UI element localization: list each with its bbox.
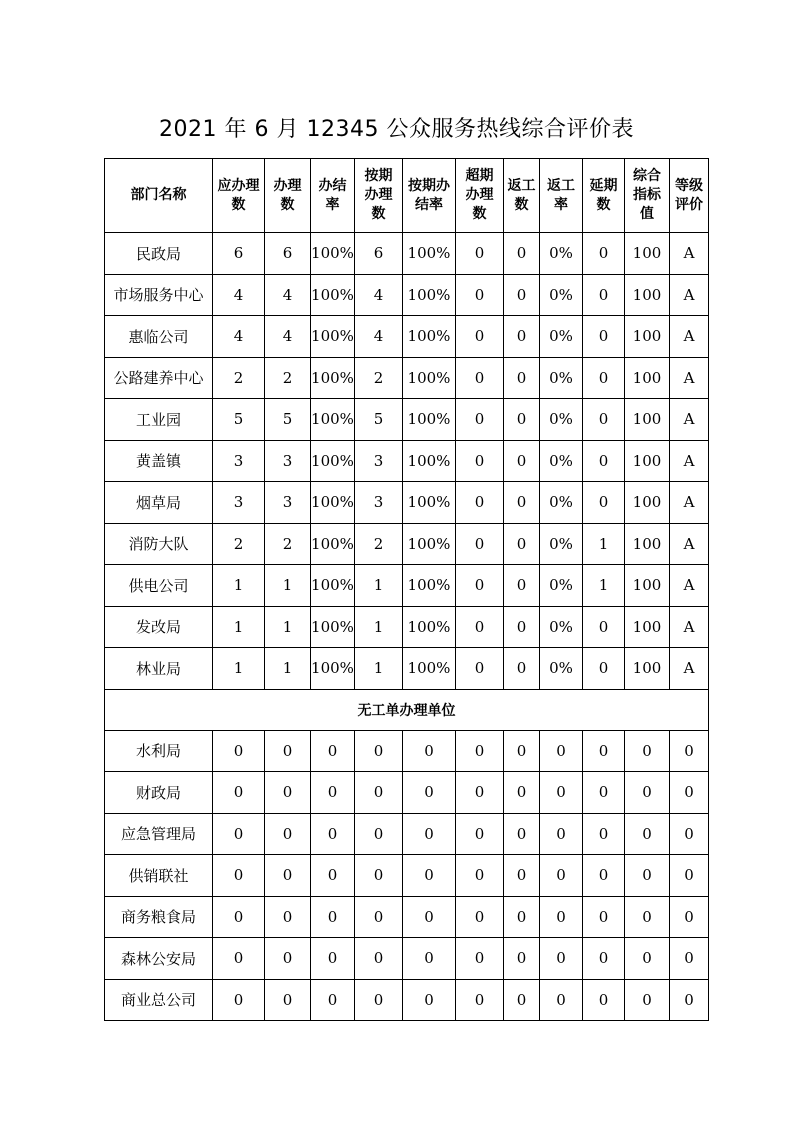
value-cell: 3 bbox=[265, 482, 311, 524]
value-cell: 1 bbox=[583, 565, 625, 607]
value-cell: 0 bbox=[670, 896, 709, 938]
table-row bbox=[105, 979, 709, 1021]
value-cell: 0 bbox=[403, 813, 456, 855]
value-cell: 0 bbox=[504, 399, 540, 441]
value-cell: 3 bbox=[265, 440, 311, 482]
value-cell: 0 bbox=[583, 316, 625, 358]
value-cell: 0 bbox=[265, 813, 311, 855]
value-cell: 0% bbox=[540, 274, 583, 316]
value-cell: 0 bbox=[311, 730, 355, 772]
value-cell: 2 bbox=[265, 357, 311, 399]
section-row bbox=[105, 689, 709, 730]
value-cell: 1 bbox=[265, 565, 311, 607]
value-cell: 0 bbox=[583, 399, 625, 441]
value-cell: 100% bbox=[403, 565, 456, 607]
value-cell: 0% bbox=[540, 233, 583, 275]
header-cell: 延期 数 bbox=[583, 159, 625, 233]
value-cell: 0 bbox=[625, 896, 670, 938]
value-cell: 0 bbox=[213, 772, 265, 814]
value-cell: 4 bbox=[213, 274, 265, 316]
value-cell: 0 bbox=[311, 813, 355, 855]
value-cell: 0% bbox=[540, 316, 583, 358]
value-cell: 100% bbox=[403, 440, 456, 482]
value-cell: 100 bbox=[625, 482, 670, 524]
no-order-table-body bbox=[105, 730, 709, 1021]
table-row bbox=[105, 357, 709, 399]
value-cell: 0 bbox=[355, 730, 403, 772]
value-cell: 100% bbox=[403, 482, 456, 524]
value-cell: 5 bbox=[213, 399, 265, 441]
value-cell: 0 bbox=[456, 233, 504, 275]
value-cell: 0 bbox=[265, 772, 311, 814]
department-name-cell: 烟草局 bbox=[105, 482, 213, 524]
value-cell: 0 bbox=[456, 274, 504, 316]
value-cell: 0 bbox=[625, 730, 670, 772]
value-cell: 0 bbox=[456, 399, 504, 441]
value-cell: 0 bbox=[670, 979, 709, 1021]
value-cell: 0 bbox=[540, 979, 583, 1021]
value-cell: 0 bbox=[625, 979, 670, 1021]
value-cell: 0% bbox=[540, 606, 583, 648]
value-cell: 1 bbox=[583, 523, 625, 565]
table-row bbox=[105, 523, 709, 565]
value-cell: 0 bbox=[540, 730, 583, 772]
value-cell: 0 bbox=[265, 979, 311, 1021]
table-row bbox=[105, 896, 709, 938]
value-cell: 0 bbox=[504, 979, 540, 1021]
value-cell: 0 bbox=[504, 316, 540, 358]
header-cell: 办理 数 bbox=[265, 159, 311, 233]
value-cell: 0% bbox=[540, 440, 583, 482]
value-cell: 4 bbox=[265, 316, 311, 358]
value-cell: 0 bbox=[504, 896, 540, 938]
value-cell: 100 bbox=[625, 357, 670, 399]
value-cell: 3 bbox=[213, 440, 265, 482]
value-cell: 0 bbox=[355, 855, 403, 897]
value-cell: A bbox=[670, 440, 709, 482]
value-cell: 0 bbox=[625, 938, 670, 980]
value-cell: 100 bbox=[625, 440, 670, 482]
value-cell: 0% bbox=[540, 648, 583, 690]
value-cell: A bbox=[670, 357, 709, 399]
value-cell: 100% bbox=[403, 316, 456, 358]
value-cell: 0 bbox=[311, 855, 355, 897]
value-cell: 100 bbox=[625, 233, 670, 275]
header-cell: 按期 办理 数 bbox=[355, 159, 403, 233]
value-cell: 0 bbox=[456, 440, 504, 482]
department-name-cell: 供销联社 bbox=[105, 855, 213, 897]
value-cell: 0% bbox=[540, 399, 583, 441]
value-cell: 0 bbox=[583, 233, 625, 275]
value-cell: 5 bbox=[265, 399, 311, 441]
value-cell: 0 bbox=[456, 813, 504, 855]
value-cell: 1 bbox=[355, 648, 403, 690]
value-cell: 0 bbox=[456, 896, 504, 938]
value-cell: 100 bbox=[625, 274, 670, 316]
value-cell: 0 bbox=[456, 938, 504, 980]
value-cell: 0 bbox=[456, 772, 504, 814]
value-cell: 0 bbox=[670, 855, 709, 897]
table-row bbox=[105, 565, 709, 607]
value-cell: 0 bbox=[456, 316, 504, 358]
value-cell: 3 bbox=[213, 482, 265, 524]
value-cell: 2 bbox=[355, 357, 403, 399]
value-cell: 0 bbox=[403, 772, 456, 814]
value-cell: 0% bbox=[540, 565, 583, 607]
value-cell: 100% bbox=[403, 399, 456, 441]
value-cell: 0 bbox=[213, 938, 265, 980]
department-name-cell: 消防大队 bbox=[105, 523, 213, 565]
value-cell: 0 bbox=[504, 523, 540, 565]
value-cell: A bbox=[670, 233, 709, 275]
table-row bbox=[105, 938, 709, 980]
value-cell: 0 bbox=[504, 606, 540, 648]
header-cell: 部门名称 bbox=[105, 159, 213, 233]
value-cell: 1 bbox=[213, 648, 265, 690]
value-cell: 0 bbox=[456, 357, 504, 399]
value-cell: 0 bbox=[583, 772, 625, 814]
value-cell: 0 bbox=[504, 648, 540, 690]
value-cell: 0 bbox=[583, 896, 625, 938]
department-name-cell: 商务粮食局 bbox=[105, 896, 213, 938]
value-cell: 0 bbox=[504, 482, 540, 524]
value-cell: 0 bbox=[583, 648, 625, 690]
table-row bbox=[105, 855, 709, 897]
header-cell: 按期办 结率 bbox=[403, 159, 456, 233]
header-row bbox=[105, 159, 709, 233]
value-cell: 0 bbox=[456, 523, 504, 565]
value-cell: 1 bbox=[213, 606, 265, 648]
header-cell: 返工 率 bbox=[540, 159, 583, 233]
value-cell: 0 bbox=[213, 855, 265, 897]
value-cell: 0% bbox=[540, 482, 583, 524]
value-cell: 0 bbox=[583, 730, 625, 772]
section-divider bbox=[105, 689, 709, 730]
table-row bbox=[105, 606, 709, 648]
value-cell: 100% bbox=[403, 523, 456, 565]
value-cell: 0 bbox=[456, 648, 504, 690]
value-cell: 0 bbox=[403, 979, 456, 1021]
value-cell: 0 bbox=[456, 979, 504, 1021]
value-cell: 0 bbox=[265, 896, 311, 938]
table-row bbox=[105, 772, 709, 814]
value-cell: 0 bbox=[625, 855, 670, 897]
value-cell: 100% bbox=[311, 440, 355, 482]
value-cell: 0 bbox=[355, 979, 403, 1021]
value-cell: 3 bbox=[355, 440, 403, 482]
value-cell: 1 bbox=[355, 565, 403, 607]
value-cell: 100% bbox=[403, 233, 456, 275]
value-cell: 0% bbox=[540, 523, 583, 565]
value-cell: 100% bbox=[403, 648, 456, 690]
value-cell: 0 bbox=[583, 482, 625, 524]
department-name-cell: 供电公司 bbox=[105, 565, 213, 607]
value-cell: 100% bbox=[311, 357, 355, 399]
value-cell: 100 bbox=[625, 523, 670, 565]
value-cell: 100% bbox=[403, 357, 456, 399]
value-cell: 0 bbox=[403, 938, 456, 980]
department-name-cell: 林业局 bbox=[105, 648, 213, 690]
header-cell: 办结 率 bbox=[311, 159, 355, 233]
value-cell: 0 bbox=[311, 772, 355, 814]
value-cell: 1 bbox=[265, 648, 311, 690]
department-name-cell: 工业园 bbox=[105, 399, 213, 441]
value-cell: A bbox=[670, 523, 709, 565]
header-cell: 应办理 数 bbox=[213, 159, 265, 233]
value-cell: 4 bbox=[355, 316, 403, 358]
department-name-cell: 森林公安局 bbox=[105, 938, 213, 980]
section-title: 无工单办理单位 bbox=[105, 689, 709, 730]
value-cell: 6 bbox=[265, 233, 311, 275]
value-cell: 0 bbox=[265, 855, 311, 897]
value-cell: A bbox=[670, 399, 709, 441]
value-cell: 0 bbox=[456, 482, 504, 524]
value-cell: 0 bbox=[213, 730, 265, 772]
value-cell: A bbox=[670, 606, 709, 648]
table-row bbox=[105, 316, 709, 358]
value-cell: 1 bbox=[355, 606, 403, 648]
value-cell: 0 bbox=[504, 357, 540, 399]
value-cell: 0 bbox=[456, 855, 504, 897]
value-cell: 0 bbox=[540, 813, 583, 855]
table-body bbox=[105, 233, 709, 690]
value-cell: 0 bbox=[583, 813, 625, 855]
value-cell: 100% bbox=[311, 606, 355, 648]
value-cell: 0 bbox=[456, 606, 504, 648]
value-cell: 0 bbox=[504, 274, 540, 316]
header-cell: 返工 数 bbox=[504, 159, 540, 233]
department-name-cell: 惠临公司 bbox=[105, 316, 213, 358]
value-cell: 0 bbox=[504, 813, 540, 855]
value-cell: 100% bbox=[311, 482, 355, 524]
value-cell: 0 bbox=[540, 855, 583, 897]
value-cell: 3 bbox=[355, 482, 403, 524]
value-cell: 0 bbox=[670, 772, 709, 814]
value-cell: 100 bbox=[625, 316, 670, 358]
value-cell: 0 bbox=[403, 730, 456, 772]
value-cell: 0 bbox=[583, 274, 625, 316]
header-cell: 等级 评价 bbox=[670, 159, 709, 233]
table-row bbox=[105, 274, 709, 316]
value-cell: 0 bbox=[504, 938, 540, 980]
value-cell: 1 bbox=[213, 565, 265, 607]
value-cell: A bbox=[670, 482, 709, 524]
table-row bbox=[105, 233, 709, 275]
department-name-cell: 发改局 bbox=[105, 606, 213, 648]
value-cell: 100% bbox=[311, 648, 355, 690]
value-cell: 0 bbox=[583, 979, 625, 1021]
value-cell: 0 bbox=[456, 730, 504, 772]
value-cell: 0 bbox=[670, 938, 709, 980]
department-name-cell: 商业总公司 bbox=[105, 979, 213, 1021]
value-cell: 0 bbox=[265, 730, 311, 772]
value-cell: 100 bbox=[625, 648, 670, 690]
value-cell: A bbox=[670, 565, 709, 607]
value-cell: 0 bbox=[583, 606, 625, 648]
value-cell: 2 bbox=[265, 523, 311, 565]
value-cell: 0 bbox=[670, 730, 709, 772]
value-cell: 0 bbox=[311, 938, 355, 980]
value-cell: 0 bbox=[670, 813, 709, 855]
table-row bbox=[105, 440, 709, 482]
department-name-cell: 应急管理局 bbox=[105, 813, 213, 855]
value-cell: 100% bbox=[311, 523, 355, 565]
table-row bbox=[105, 730, 709, 772]
value-cell: 0 bbox=[504, 730, 540, 772]
value-cell: 0 bbox=[504, 565, 540, 607]
value-cell: 6 bbox=[355, 233, 403, 275]
table-row bbox=[105, 482, 709, 524]
value-cell: 0 bbox=[625, 772, 670, 814]
header-cell: 超期 办理 数 bbox=[456, 159, 504, 233]
value-cell: 0 bbox=[625, 813, 670, 855]
value-cell: 2 bbox=[355, 523, 403, 565]
value-cell: 0 bbox=[213, 813, 265, 855]
department-name-cell: 黄盖镇 bbox=[105, 440, 213, 482]
value-cell: 0 bbox=[540, 938, 583, 980]
value-cell: 4 bbox=[265, 274, 311, 316]
value-cell: 0% bbox=[540, 357, 583, 399]
value-cell: 4 bbox=[213, 316, 265, 358]
value-cell: 0 bbox=[583, 938, 625, 980]
value-cell: 1 bbox=[265, 606, 311, 648]
table-row bbox=[105, 813, 709, 855]
table-row bbox=[105, 399, 709, 441]
value-cell: 100% bbox=[311, 399, 355, 441]
value-cell: 100% bbox=[311, 316, 355, 358]
value-cell: 0 bbox=[504, 772, 540, 814]
value-cell: 0 bbox=[504, 855, 540, 897]
department-name-cell: 民政局 bbox=[105, 233, 213, 275]
header-cell: 综合 指标 值 bbox=[625, 159, 670, 233]
value-cell: 0 bbox=[355, 938, 403, 980]
value-cell: 0 bbox=[355, 813, 403, 855]
department-name-cell: 财政局 bbox=[105, 772, 213, 814]
value-cell: 0 bbox=[540, 896, 583, 938]
value-cell: 0 bbox=[504, 440, 540, 482]
value-cell: 4 bbox=[355, 274, 403, 316]
value-cell: A bbox=[670, 316, 709, 358]
department-name-cell: 市场服务中心 bbox=[105, 274, 213, 316]
evaluation-table bbox=[104, 158, 709, 1021]
department-name-cell: 公路建养中心 bbox=[105, 357, 213, 399]
value-cell: 0 bbox=[583, 440, 625, 482]
value-cell: 5 bbox=[355, 399, 403, 441]
value-cell: 0 bbox=[540, 772, 583, 814]
value-cell: 0 bbox=[311, 979, 355, 1021]
value-cell: A bbox=[670, 274, 709, 316]
value-cell: 0 bbox=[213, 979, 265, 1021]
value-cell: 0 bbox=[456, 565, 504, 607]
value-cell: 6 bbox=[213, 233, 265, 275]
page-title: 2021 年 6 月 12345 公众服务热线综合评价表 bbox=[159, 117, 634, 142]
value-cell: 0 bbox=[403, 896, 456, 938]
value-cell: 0 bbox=[355, 896, 403, 938]
value-cell: 0 bbox=[403, 855, 456, 897]
value-cell: 2 bbox=[213, 357, 265, 399]
value-cell: 0 bbox=[213, 896, 265, 938]
value-cell: 0 bbox=[265, 938, 311, 980]
value-cell: 100% bbox=[403, 274, 456, 316]
value-cell: 100 bbox=[625, 606, 670, 648]
value-cell: 100% bbox=[311, 274, 355, 316]
value-cell: A bbox=[670, 648, 709, 690]
value-cell: 0 bbox=[355, 772, 403, 814]
value-cell: 0 bbox=[583, 357, 625, 399]
value-cell: 0 bbox=[311, 896, 355, 938]
value-cell: 0 bbox=[504, 233, 540, 275]
department-name-cell: 水利局 bbox=[105, 730, 213, 772]
value-cell: 100% bbox=[403, 606, 456, 648]
table-row bbox=[105, 648, 709, 690]
value-cell: 100% bbox=[311, 233, 355, 275]
value-cell: 100% bbox=[311, 565, 355, 607]
value-cell: 100 bbox=[625, 565, 670, 607]
value-cell: 2 bbox=[213, 523, 265, 565]
value-cell: 100 bbox=[625, 399, 670, 441]
value-cell: 0 bbox=[583, 855, 625, 897]
